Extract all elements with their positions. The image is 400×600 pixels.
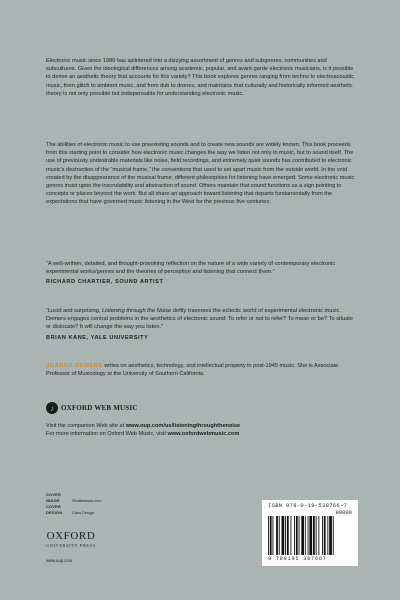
author-bio-text: writes on aesthetics, technology, and intellectual property in post-1945 music. She is Associate Professor of Musicology at the University of Southern California. [46,363,339,378]
barcode-stripe [318,516,319,555]
barcode-stripe [270,516,272,555]
cover-design-label: COVER DESIGN [46,505,63,515]
author-name: JOANNA DEMERS [46,363,103,369]
barcode-stripe [313,516,315,555]
cover-image-value: Shutterstock.com [72,499,102,503]
companion-site-line: Visit the companion Web site at www.oup.com/us/listeningthroughthenoise [46,423,241,429]
companion-site-url: www.oup.com/us/listeningthroughthenoise [125,423,241,429]
publisher-url: www.oup.com [46,558,73,563]
oxford-web-music-wordmark: OXFORD WEB MUSIC [61,404,138,412]
barcode-stripe [296,516,298,555]
cover-image-label: COVER IMAGE [46,493,62,503]
review-quote-2 [46,307,358,342]
web-music-line: For more information on Oxford Web Music, visit www.oxfordwebmusic.com [46,431,240,438]
blurb-paragraph-2: The abilities of electronic music to use preexisting sounds and to create new sounds are widely known. This book proceeds from this starting point to consider how electronic music changes the way we listen not only to music, but to sound itself. The use of previously undesirable materials like noise, field recordings, and extremely quiet sounds has contributed to electronic music's destruction of the “musical frame,” the conventions that used to set apart music from the outside world. In the void created by the disappearance of the musical frame, different philosophies for listening have emerged. Some electronic music genres insist upon the inscrutability and abstraction of sound. Others maintain that sound functions as a sign pointing to concepts or places beyond the work. But all share an approach toward listening that departs fundamentally from the expectations that have governed music listening in the West for the previous five centuries. [46,142,355,206]
barcode-stripe [308,516,309,555]
barcode-stripe [294,516,295,555]
barcode-stripe [268,516,269,555]
barcode-stripe [329,516,332,555]
isbn-label: ISBN 978-0-19-538766-7 [268,502,348,509]
barcode-number: 9 780195 387667 [268,556,327,562]
quote-text: “A well-written, detailed, and thought-provoking reflection on the nature of a wide variety of contemporary electronic experimental works/genres and the theories of perception and listening that connect them.” [46,261,336,276]
barcode-stripe [282,516,285,555]
web-music-url: www.oxfordwebmusic.com [167,431,240,438]
barcode-stripe [285,516,286,555]
web-music-info [46,422,358,438]
barcode-stripe [276,516,278,555]
blurb-paragraph-1: Electronic music since 1980 has splintered into a dizzying assortment of genres and subgenres, communities and subcultures. Given the ideological differences among academic, popular, and avant-garde electronic musicians, is it possible to derive an aesthetic theory that accounts for this variety? This book explores genres ranging from techno to electroacoustic music, from glitch to ambient music, and from dub to drones, and maintains that culturally and historically informed aesthetic theory is not only possible but indispensable for understanding electronic music. [46,58,355,97]
barcode-stripe [301,516,304,555]
barcode-stripe [309,516,312,555]
barcode-stripe [287,516,289,555]
price-code: 90000 [335,509,352,516]
isbn-barcode [262,500,358,566]
barcode-stripe [305,516,306,555]
barcode-stripe [273,516,274,555]
review-quote-1 [46,260,358,287]
barcode-stripe [333,516,334,555]
music-note-icon: ♪ [46,402,58,414]
barcode-stripe [324,516,326,555]
barcode-stripe [279,516,280,555]
author-bio [46,362,358,378]
quote-attribution: RICHARD CHARTIER, SOUND ARTIST [46,279,164,286]
quote-book-title: Listening through the Noise [101,308,172,314]
quote-text-pre: “Lucid and surprising, [46,308,102,314]
barcode-stripe [299,516,300,555]
quote-attribution: BRIAN KANE, YALE UNIVERSITY [46,334,149,341]
barcode-stripe [322,516,323,555]
barcode-stripe [327,516,328,555]
publisher-press: UNIVERSITY PRESS [46,543,96,548]
cover-credits [46,492,101,516]
barcode-stripe [291,516,292,555]
barcode-stripe [316,516,317,555]
quote-text-post: deftly traverses the eclectic world of experimental electronic music. Demers engages central problems in the aesthetics of electronic sound: To refer or not to refer? To mean or be? To situate or dislocate? It will change the way you listen.” [46,308,353,331]
publisher-name: OXFORD [46,530,96,542]
barcode-bars [268,516,352,555]
oxford-web-music-logo [46,402,138,414]
cover-design-value: Claro Design [72,511,94,515]
publisher-logo [46,530,96,548]
